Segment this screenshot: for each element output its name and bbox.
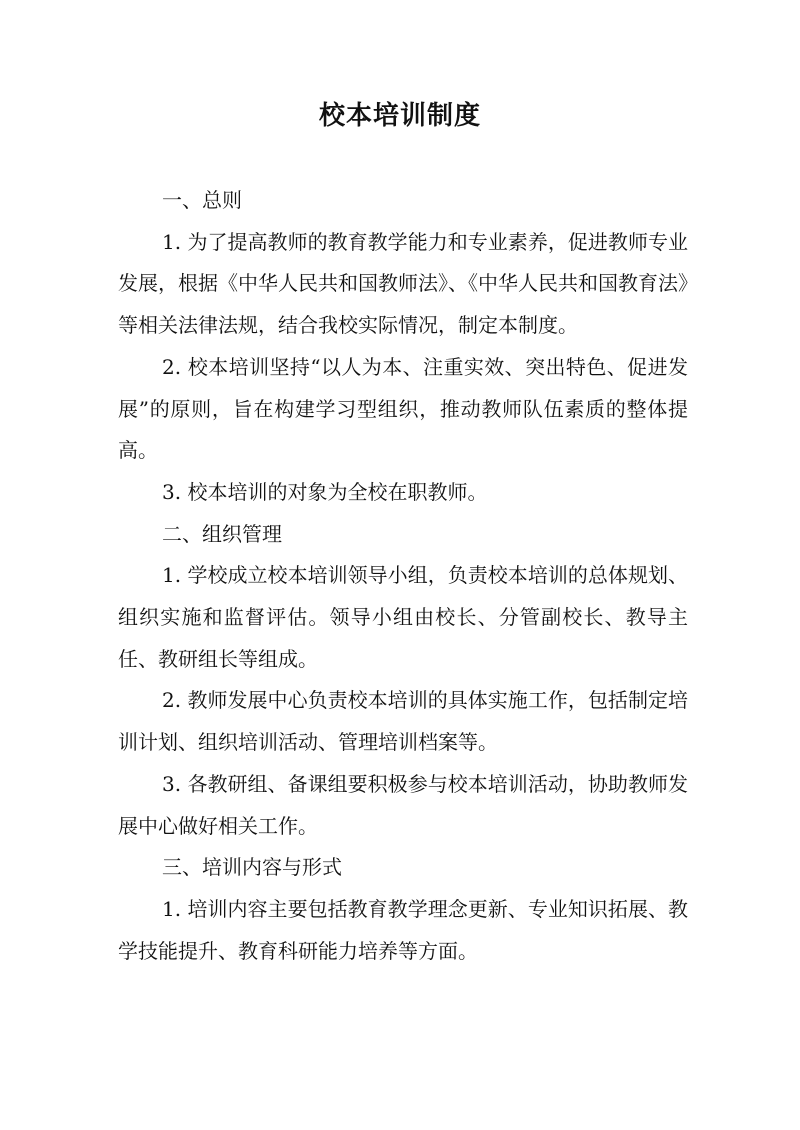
document-title: 校本培训制度 xyxy=(318,101,481,131)
section-heading-organization: 二、组织管理 xyxy=(162,521,282,546)
paragraph: 1. 培训内容主要包括教育教学理念更新、专业知识拓展、教学技能提升、教育科研能力培养等方面。 xyxy=(118,896,688,963)
section-heading-content: 三、培训内容与形式 xyxy=(162,855,342,880)
document-body xyxy=(118,180,688,972)
section-heading-general: 一、总则 xyxy=(162,188,242,212)
paragraph: 2. 教师发展中心负责校本培训的具体实施工作，包括制定培训计划、组织培训活动、管理培训档案等。 xyxy=(118,688,688,755)
paragraph: 2. 校本培训坚持“以人为本、注重实效、突出特色、促进发展”的原则，旨在构建学习型组织，推动教师队伍素质的整体提高。 xyxy=(118,354,688,463)
paragraph: 3. 校本培训的对象为全校在职教师。 xyxy=(162,479,488,504)
paragraph: 1. 为了提高教师的教育教学能力和专业素养，促进教师专业发展，根据《中华人民共和国教师法》、《中华人民共和国教育法》等相关法律法规，结合我校实际情况，制定本制度。 xyxy=(118,229,688,338)
paragraph: 3. 各教研组、备课组要积极参与校本培训活动，协助教师发展中心做好相关工作。 xyxy=(118,771,688,838)
paragraph: 1. 学校成立校本培训领导小组，负责校本培训的总体规划、组织实施和监督评估。领导小组由校长、分管副校长、教导主任、教研组长等组成。 xyxy=(118,563,688,671)
